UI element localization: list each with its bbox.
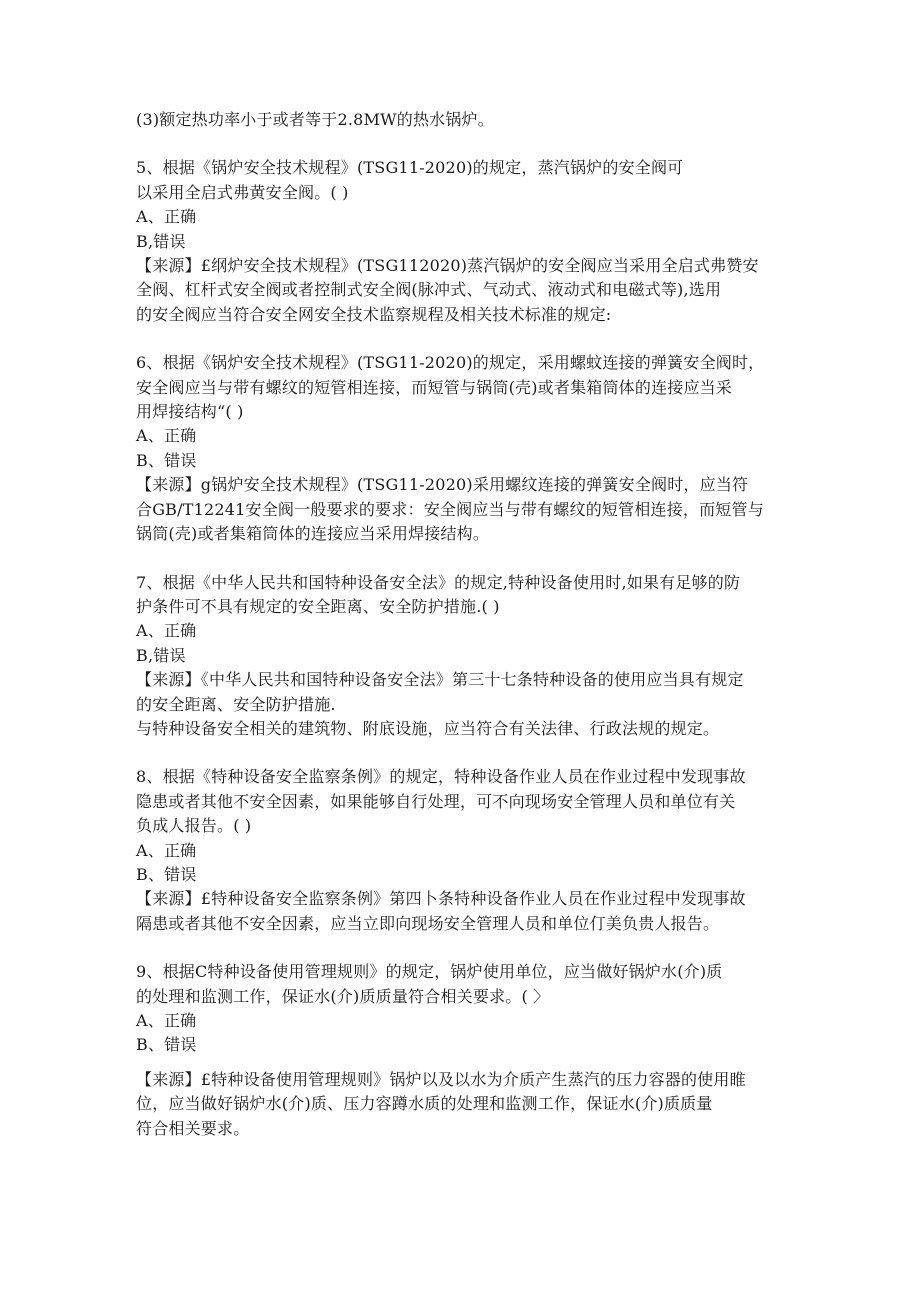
question-text: 6、根据《锅炉安全技术规程》(TSG11-2020)的规定，采用螺蚊连接的弹簧安全阀时， — [136, 353, 765, 373]
source-text: 隔患或者其他不安全因素，应当立即向现场安全管理人员和单位仃美负贵人报告。 — [136, 913, 720, 933]
question-block-6 — [136, 351, 796, 546]
question-block-7 — [136, 571, 796, 742]
source-text: 全阀、杠杆式安全阀或者控制式安全阀(脉冲式、气动式、液动式和电磁式等),选用 — [136, 280, 722, 300]
question-text: 安全阀应当与带有螺纹的短管相连接，而短管与锅筒(壳)或者集箱筒体的连接应当采 — [136, 377, 733, 397]
option-b: B、错误 — [136, 1035, 197, 1055]
source-text: 【来源】£纲炉安全技术规程》(TSG112020)蒸汽锅炉的安全阀应当采用全启式弗赞安 — [136, 256, 759, 276]
source-text: 【来源】£特种设备使用管理规则》锅炉以及以水为介质产生蒸汽的压力容器的使用睢 — [136, 1069, 746, 1089]
option-a: A、正确 — [136, 1011, 197, 1030]
question-text: 用焊接结构“( ) — [136, 402, 244, 422]
question-text: 负成人报告。( ) — [136, 816, 252, 836]
question-text: 7、根据《中华人民共和国特种设备安全法》的规定,特种设备使用时,如果有足够的防 — [136, 572, 741, 592]
source-text: 【来源】£特种设备安全监察条例》第四卜条特种设备作业人员在作业过程中发现事故 — [136, 889, 746, 909]
intro-line: (3)额定热功率小于或者等于2.8MW的热水锅炉。 — [136, 110, 494, 129]
question-block-9 — [136, 960, 796, 1141]
source-text: 的安全距离、安全防护措施. — [136, 694, 336, 714]
option-a: A、正确 — [136, 426, 197, 446]
source-text: 符合相关要求。 — [136, 1118, 250, 1138]
option-a: A、正确 — [136, 207, 197, 227]
question-text: 的处理和监测工作，保证水(介)质质量符合相关要求。( 〉 — [136, 986, 550, 1006]
option-a: A、正确 — [136, 621, 197, 641]
option-b: B、错误 — [136, 450, 197, 470]
question-text: 隐患或者其他不安全因素，如果能够自行处理，可不向现场安全管理人员和单位有关 — [136, 791, 736, 811]
source-text: 与特种设备安全相关的建筑物、附底设施，应当符合有关法律、行政法规的规定。 — [136, 718, 720, 738]
source-text: 位，应当做好锅炉水(介)质、压力容蹲水质的处理和监测工作，保证水(介)质质量 — [136, 1094, 713, 1114]
source-text: 合GB/T12241安全阀一般要求的要求：安全阀应当与带有螺纹的短管相连接，而短管与 — [136, 499, 764, 519]
question-text: 护条件可不具有规定的安全距离、安全防护措施.( ) — [136, 596, 500, 616]
question-block-8 — [136, 765, 796, 936]
source-text: 【来源】g锅炉安全技术规程》(TSG11-2020)采用螺纹连接的弹簧安全阀时，应当符 — [136, 475, 749, 495]
question-text: 5、根据《锅炉安全技术规程》(TSG11-2020)的规定，蒸汽锅炉的安全阀可 — [136, 158, 684, 178]
option-a: A、正确 — [136, 840, 197, 860]
document-page — [136, 108, 796, 1141]
source-text: 锅筒(壳)或者集箱筒体的连接应当采用焊接结构。 — [136, 524, 490, 544]
option-b: B,错误 — [136, 645, 186, 665]
option-b: B、错误 — [136, 864, 197, 884]
question-text: 8、根据《特种设备安全监察条例》的规定，特种设备作业人员在作业过程中发现事故 — [136, 767, 746, 787]
source-text: 【来源】《中华人民共和国特种设备安全法》第三十七条特种设备的使用应当具有规定 — [136, 670, 744, 690]
question-text: 以采用全启式弗黄安全阀。( ) — [136, 182, 349, 202]
option-b: B,错误 — [136, 231, 186, 251]
question-text: 9、根据C特种设备使用管理规则》的规定，锅炉使用单位，应当做好锅炉水(介)质 — [136, 962, 723, 982]
question-block-5 — [136, 156, 796, 327]
source-text: 的安全阀应当符合安全网安全技术监察规程及相关技术标准的规定: — [136, 304, 612, 324]
